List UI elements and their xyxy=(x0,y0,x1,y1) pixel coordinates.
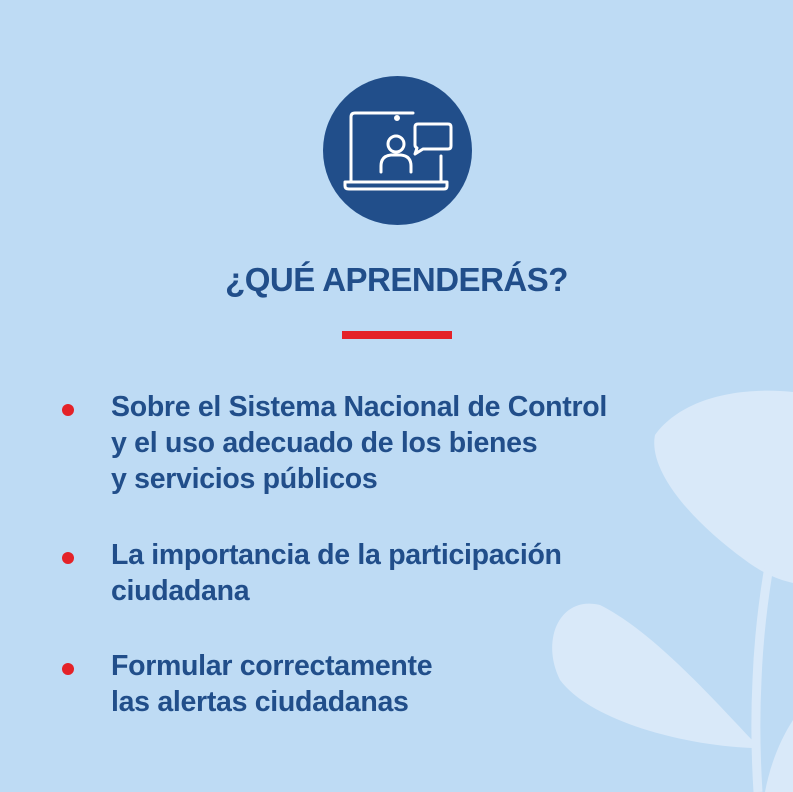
list-item-line: La importancia de la participación xyxy=(111,539,562,571)
list-item-line: y servicios públicos xyxy=(111,463,378,495)
list-item xyxy=(111,537,671,609)
list-item xyxy=(111,648,671,720)
video-call-laptop-icon xyxy=(323,76,472,225)
list-item-line: las alertas ciudadanas xyxy=(111,686,409,718)
list-item-line: Formular correctamente xyxy=(111,650,433,682)
list-item-line: Sobre el Sistema Nacional de Control xyxy=(111,391,607,423)
list-item xyxy=(111,389,671,497)
list-item-line: ciudadana xyxy=(111,575,250,607)
section-title: ¿QUÉ APRENDERÁS? xyxy=(225,261,568,298)
bullet-dot-icon xyxy=(62,552,74,564)
bullet-dot-icon xyxy=(62,663,74,675)
bullet-dot-icon xyxy=(62,404,74,416)
list-item-line: y el uso adecuado de los bienes xyxy=(111,427,538,459)
title-underline xyxy=(342,331,452,339)
